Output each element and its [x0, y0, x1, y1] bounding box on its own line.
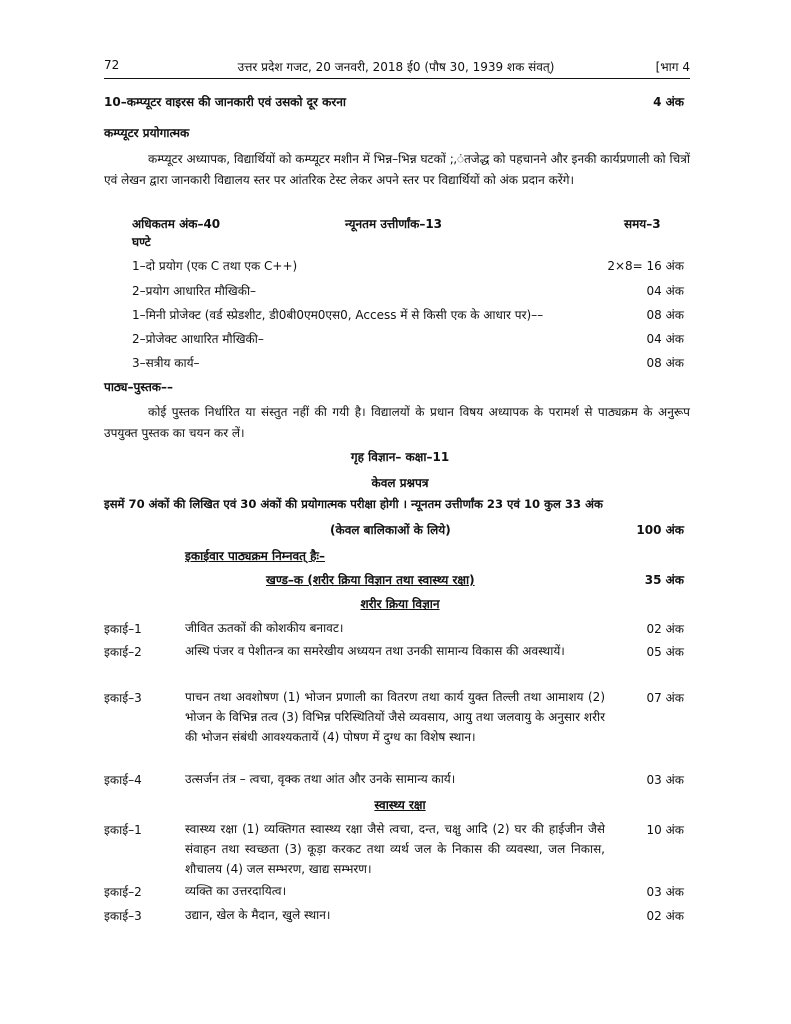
unit-marks: 02 अंक	[646, 622, 684, 636]
practical-item-text: 3–सत्रीय कार्य–	[132, 356, 200, 370]
section-a-title: खण्ड–क (शरीर क्रिया विज्ञान तथा स्वास्थ्य रक्षा)	[266, 573, 475, 587]
topic-10-marks: 4 अंक	[653, 95, 684, 109]
unit-label: इकाई–1	[104, 823, 142, 837]
practical-item-text: 1–मिनी प्रोजेक्ट (वर्ड स्प्रेडशीट, डी0बी0एम0एस0, Access में से किसी एक के आधार पर)––	[132, 308, 544, 322]
page-number: 72	[104, 58, 120, 72]
total-marks: 100 अंक	[636, 523, 684, 537]
gazette-title: उत्तर प्रदेश गजट, 20 जनवरी, 2018 ई0 (पौष 30, 1939 शक संवत्)	[237, 60, 555, 74]
practical-item-marks: 04 अंक	[646, 332, 684, 346]
unit-text: व्यक्ति का उत्तरदायित्व।	[185, 884, 287, 898]
max-marks: अधिकतम अंक–40	[132, 217, 221, 231]
girls-only-note: (केवल बालिकाओं के लिये)	[330, 523, 451, 537]
practical-item-text: 2–प्रयोग आधारित मौखिकी–	[132, 284, 257, 298]
practical-heading: कम्प्यूटर प्रयोगात्मक	[104, 126, 190, 140]
practical-item-text: 1–दो प्रयोग (एक C तथा एक C++)	[132, 259, 298, 273]
practical-item-marks: 08 अंक	[646, 308, 684, 322]
exam-info: इसमें 70 अंकों की लिखित एवं 30 अंकों की प्रयोगात्मक परीक्षा होगी । न्यूनतम उत्तीर्णांक 23 एवं 10 कुल 33 अंक	[104, 497, 603, 511]
unit-text: पाचन तथा अवशोषण (1) भोजन प्रणाली का वितरण तथा कार्य युक्त तिल्ली तथा आमाशय (2) भोजन के विभिन्न तत्व (3) विभिन्न परिस्थितियों जैसे व्यवसाय, आयु तथा जलवायु के अनुसार शरीर की भोजन संबंधी आवश्यकतायें (4) पोषण में दुग्ध का विशेष स्थान।	[185, 690, 605, 744]
unit-text: उद्यान, खेल के मैदान, खुले स्थान।	[185, 908, 331, 922]
topic-10-text: 10–कम्प्यूटर वाइरस की जानकारी एवं उसको दूर करना	[104, 95, 347, 109]
unit-marks: 03 अंक	[646, 885, 684, 899]
unit-text: जीवित ऊतकों की कोशकीय बनावट।	[185, 621, 344, 635]
textbook-heading: पाठ्य–पुस्तक––	[104, 380, 174, 394]
practical-item-marks: 04 अंक	[646, 284, 684, 298]
section-a-marks: 35 अंक	[644, 573, 684, 587]
unit-label: इकाई–2	[104, 645, 142, 659]
practical-item-marks: 08 अंक	[646, 356, 684, 370]
practical-item-marks: 2×8= 16 अंक	[607, 259, 684, 273]
unit-label: इकाई–4	[104, 773, 142, 787]
unit-marks: 05 अंक	[646, 645, 684, 659]
unit-text: अस्थि पंजर व पेशीतन्त्र का समरेखीय अध्ययन तथा उनकी सामान्य विकास की अवस्थायें।	[185, 644, 565, 658]
physiology-heading: शरीर क्रिया विज्ञान	[360, 597, 440, 611]
unit-label: इकाई–3	[104, 909, 142, 923]
unit-text: स्वास्थ्य रक्षा (1) व्यक्तिगत स्वास्थ्य रक्षा जैसे त्वचा, दन्त, चक्षु आदि (2) घर की हाईजीन जैसे संवाहन तथा स्वच्छता (3) कूड़ा करकट तथा व्यर्थ जल के निकास की व्यवस्था, जल निकास, शौचालय (4) जल सम्भरण, खाद्य सम्भरण।	[185, 822, 605, 876]
unit-label: इकाई–3	[104, 691, 142, 705]
health-heading: स्वास्थ्य रक्षा	[374, 798, 426, 812]
unit-label: इकाई–2	[104, 885, 142, 899]
unit-label: इकाई–1	[104, 622, 142, 636]
header-rule	[104, 78, 690, 79]
exam-time-unit: घण्टे	[132, 235, 151, 249]
unit-text: उत्सर्जन तंत्र – त्वचा, वृक्क तथा आंत और उनके सामान्य कार्य।	[185, 772, 456, 786]
paper-only: केवल प्रश्नपत्र	[371, 476, 429, 490]
unit-marks: 07 अंक	[646, 691, 684, 705]
unit-marks: 03 अंक	[646, 773, 684, 787]
exam-time: समय–3	[624, 217, 661, 231]
unit-marks: 10 अंक	[646, 823, 684, 837]
unitwise-heading: इकाईवार पाठ्यक्रम निम्नवत् हैः–	[185, 549, 325, 563]
practical-item-text: 2–प्रोजेक्ट आधारित मौखिकी–	[132, 332, 264, 346]
textbook-paragraph: कोई पुस्तक निर्धारित या संस्तुत नहीं की गयी है। विद्यालयों के प्रधान विषय अध्यापक के परामर्श से पाठ्यक्रम के अनुरूप उपयुक्त पुस्तक का चयन कर लें।	[104, 405, 690, 440]
unit-marks: 02 अंक	[646, 909, 684, 923]
practical-paragraph: कम्प्यूटर अध्यापक, विद्यार्थियों को कम्प्यूटर मशीन में भिन्न–भिन्न घटकों ;‚ंतजेद्ध को पहचानने और इनकी कार्यप्रणाली को चित्रों एवं लेखन द्वारा जानकारी विद्यालय स्तर पर आंतरिक टेस्ट लेकर अपने स्तर पर विद्यार्थियों को अंक प्रदान करेंगे।	[104, 152, 690, 187]
home-science-title: गृह विज्ञान– कक्षा–11	[350, 450, 450, 464]
gazette-part: [भाग 4	[655, 60, 690, 74]
min-marks: न्यूनतम उत्तीर्णांक–13	[345, 217, 443, 231]
